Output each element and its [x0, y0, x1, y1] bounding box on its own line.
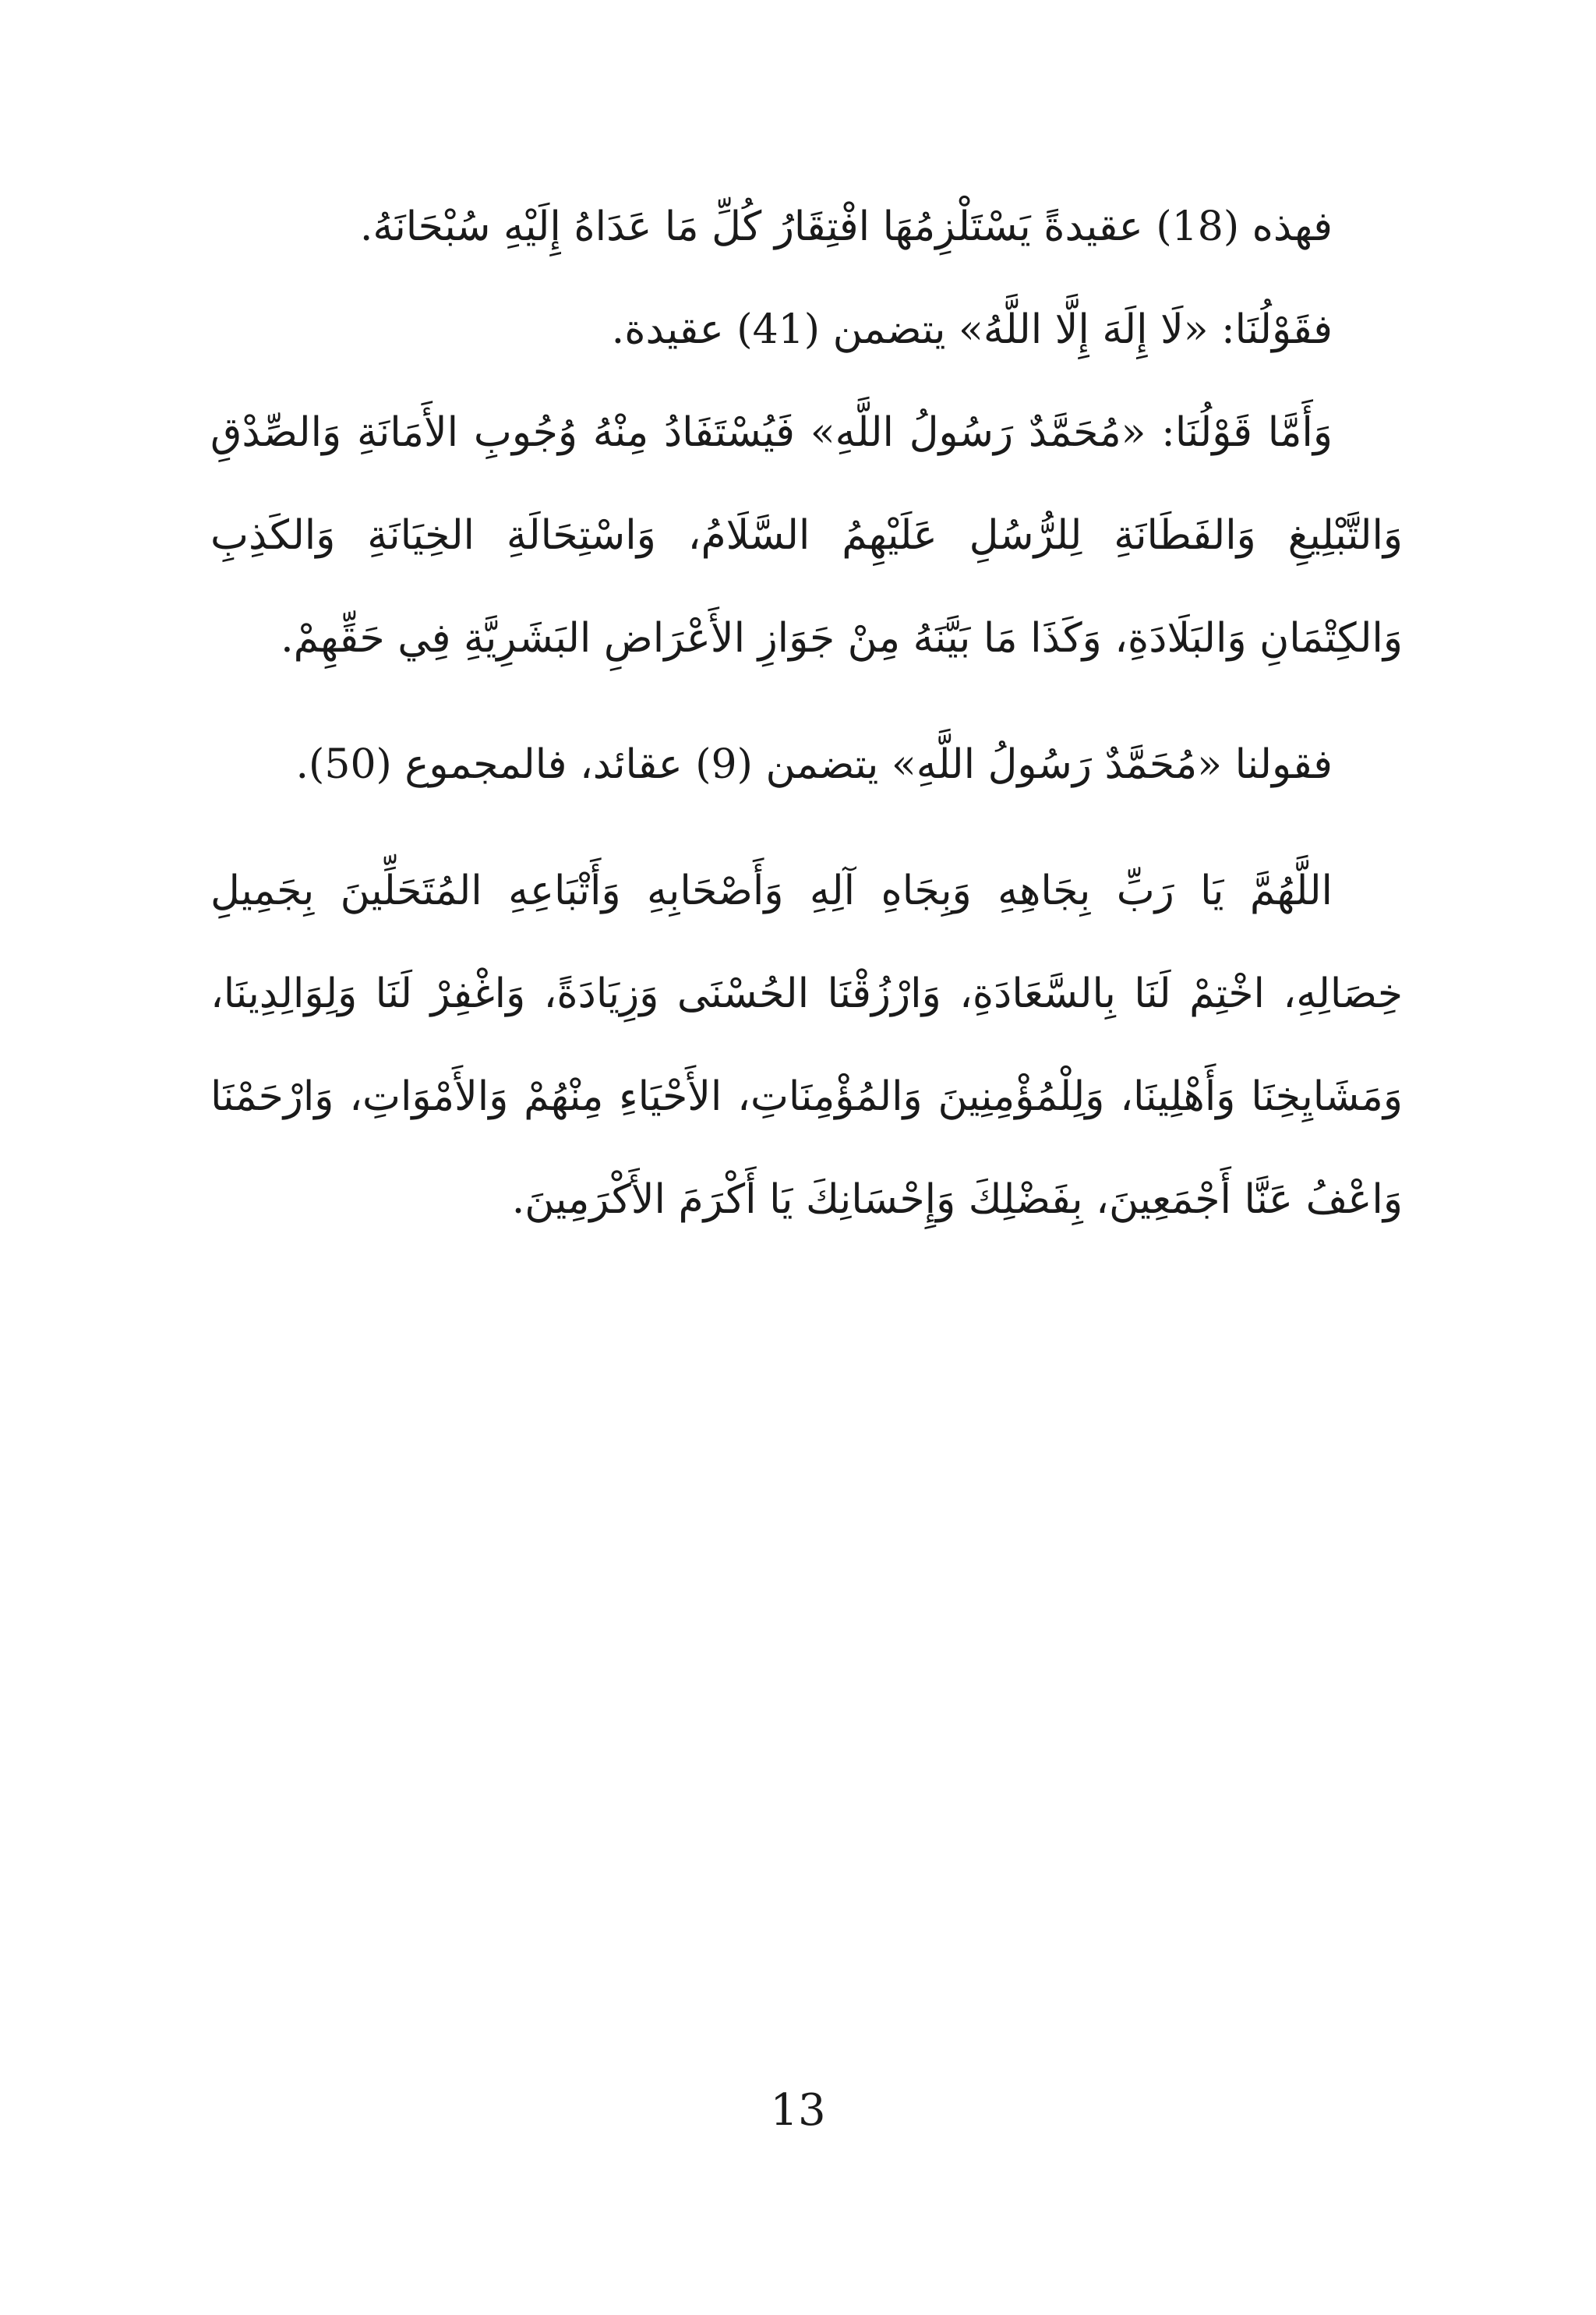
paragraph-18-creeds: فهذه (18) عقيدةً يَسْتَلْزِمُهَا افْتِقَارُ كُلِّ مَا عَدَاهُ إِلَيْهِ سُبْحَانَهُ.: [359, 203, 1333, 250]
paragraph-muhammad-rasul: وَأَمَّا قَوْلُنَا: «مُحَمَّدٌ رَسُولُ اللَّهِ» فَيُسْتَفَادُ مِنْهُ وُجُوبِ الأَمَانَةِ وَالصِّدْقِ وَالتَّبْلِيغِ وَالفَطَانَةِ لِلرُّسُلِ عَلَيْهِمُ السَّلَامُ، وَاسْتِحَالَةِ الخِيَانَةِ وَالكَذِبِ وَالكِتْمَانِ وَالبَلَادَةِ، وَكَذَا مَا بَيَّنَهُ مِنْ جَوَازِ الأَعْرَاضِ البَشَرِيَّةِ فِي حَقِّهِمْ.: [210, 409, 1403, 662]
page-body: [210, 175, 1403, 1251]
paragraph-total-50: فقولنا «مُحَمَّدٌ رَسُولُ اللَّهِ» يتضمن (9) عقائد، فالمجموع (50).: [295, 741, 1333, 788]
paragraph-shahada-41: فقَوْلُنَا: «لَا إِلَهَ إِلَّا اللَّهُ» يتضمن (41) عقيدة.: [611, 306, 1333, 353]
paragraph-dua: اللَّهُمَّ يَا رَبِّ بِجَاهِهِ وَبِجَاهِ آلِهِ وَأَصْحَابِهِ وَأَتْبَاعِهِ المُتَحَلِّينَ بِجَمِيلِ خِصَالِهِ، اخْتِمْ لَنَا بِالسَّعَادَةِ، وَارْزُقْنَا الحُسْنَى وَزِيَادَةً، وَاغْفِرْ لَنَا وَلِوَالِدِينَا، وَمَشَايِخِنَا وَأَهْلِينَا، وَلِلْمُؤْمِنِينَ وَالمُؤْمِنَاتِ، الأَحْيَاءِ مِنْهُمْ وَالأَمْوَاتِ، وَارْحَمْنَا وَاعْفُ عَنَّا أَجْمَعِينَ، بِفَضْلِكَ وَإِحْسَانِكَ يَا أَكْرَمَ الأَكْرَمِينَ.: [210, 868, 1404, 1223]
page-number: 13: [770, 2085, 826, 2136]
